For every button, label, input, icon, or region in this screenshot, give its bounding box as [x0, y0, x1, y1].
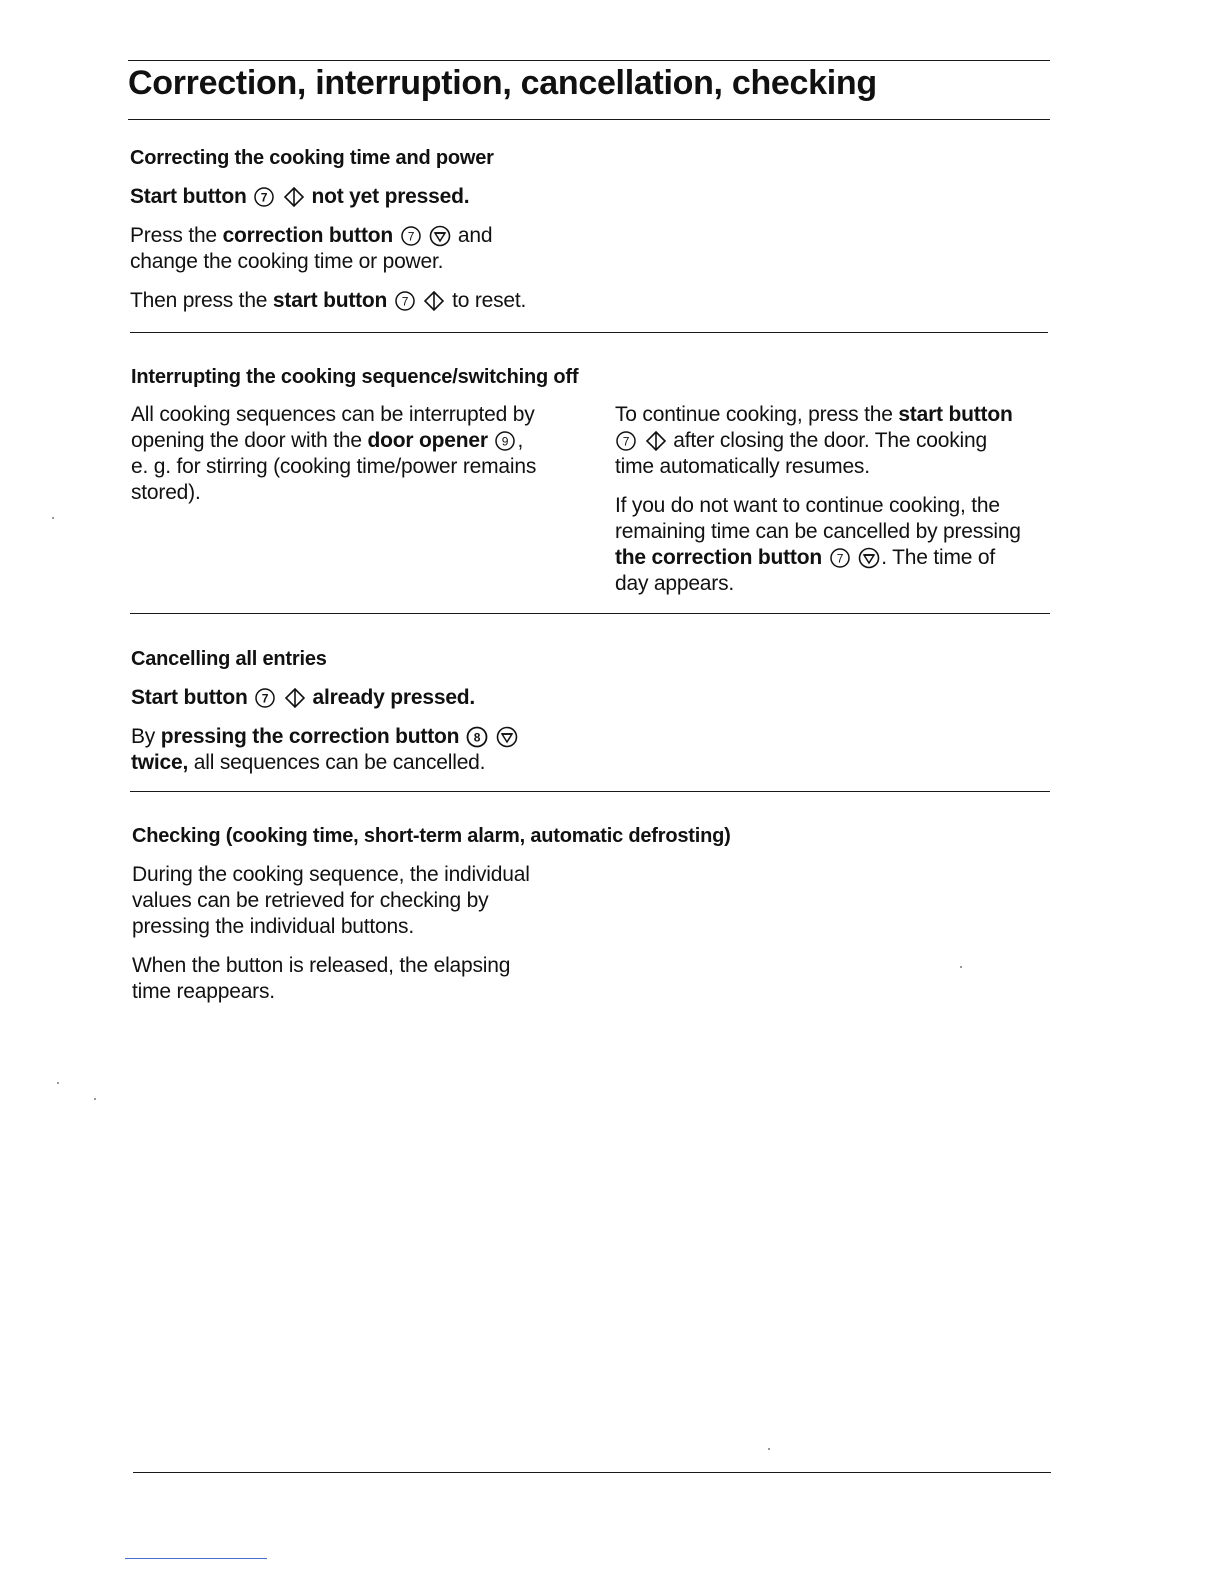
checking-heading: Checking (cooking time, short-term alarm, automatic defrosting)	[132, 825, 731, 847]
cancelling-heading: Cancelling all entries	[131, 648, 327, 670]
correction-triangle-icon	[429, 225, 451, 247]
number-8-icon	[466, 726, 488, 748]
text-span: to reset.	[452, 289, 527, 312]
cancelling-paragraph	[131, 724, 731, 776]
text-span: During the cooking sequence, the individual	[132, 863, 530, 886]
text-span: and	[457, 224, 493, 247]
text-span: ,	[517, 429, 524, 452]
correcting-condition-label: Start button	[130, 185, 247, 208]
interrupting-heading: Interrupting the cooking sequence/switching off	[131, 366, 579, 388]
text-span: time automatically resumes.	[615, 455, 870, 478]
scan-speck	[960, 966, 962, 968]
svg-text:7: 7	[401, 294, 409, 309]
svg-text:7: 7	[261, 691, 269, 706]
text-span: time reappears.	[132, 980, 275, 1003]
text-span: To continue cooking, press the	[615, 403, 893, 426]
correcting-heading: Correcting the cooking time and power	[130, 147, 494, 169]
text-span: after closing the door. The cooking	[673, 429, 987, 452]
number-9-icon	[494, 430, 516, 452]
interrupting-right-paragraph-2	[615, 493, 1055, 597]
scan-speck	[94, 1098, 96, 1100]
title-underline-rule	[128, 119, 1050, 120]
interrupting-heading-block	[131, 364, 1031, 390]
correcting-condition-tail: not yet pressed.	[311, 185, 470, 208]
start-diamond-icon	[423, 290, 445, 312]
number-7-icon	[253, 186, 275, 208]
start-diamond-icon	[645, 430, 667, 452]
checking-paragraph-1	[132, 862, 1032, 940]
number-7-icon	[400, 225, 422, 247]
text-span: pressing the individual buttons.	[132, 915, 414, 938]
section-divider	[130, 791, 1050, 792]
checking-paragraph-2	[132, 953, 1032, 1005]
number-7-icon	[394, 290, 416, 312]
correcting-condition	[130, 184, 730, 210]
interrupting-left-paragraph	[131, 402, 601, 506]
text-span: day appears.	[615, 572, 735, 595]
text-span: If you do not want to continue cooking, the	[615, 494, 1000, 517]
footer-link-underline	[125, 1558, 267, 1559]
interrupting-right-column	[615, 402, 1055, 597]
correction-triangle-icon	[496, 726, 518, 748]
page-title: Correction, interruption, cancellation, checking	[128, 64, 877, 102]
cancelling-condition	[131, 685, 731, 711]
scan-speck	[52, 517, 54, 519]
cancelling-condition-label: Start button	[131, 686, 248, 709]
svg-text:7: 7	[260, 190, 268, 205]
svg-text:9: 9	[502, 434, 509, 449]
svg-text:8: 8	[473, 730, 481, 745]
correction-button-label: pressing the correction button	[160, 725, 460, 748]
text-span: Press the	[130, 224, 217, 247]
bottom-rule	[133, 1472, 1051, 1473]
correction-button-label: the correction button	[615, 546, 822, 569]
start-diamond-icon	[283, 186, 305, 208]
section-divider	[130, 332, 1048, 333]
correcting-section	[130, 145, 730, 314]
door-opener-label: door opener	[367, 429, 488, 452]
text-span: When the button is released, the elapsing	[132, 954, 511, 977]
text-span: all sequences can be cancelled.	[193, 751, 486, 774]
text-span: change the cooking time or power.	[130, 250, 444, 273]
cancelling-section	[131, 646, 731, 776]
start-button-label: start button	[272, 289, 388, 312]
cancelling-condition-tail: already pressed.	[312, 686, 476, 709]
section-divider	[130, 613, 1050, 614]
interrupting-right-paragraph-1	[615, 402, 1055, 480]
correcting-paragraph-1	[130, 223, 730, 275]
text-span: . The time of	[881, 546, 995, 569]
scan-speck	[768, 1448, 770, 1450]
correction-button-label: correction button	[222, 224, 393, 247]
text-span: remaining time can be cancelled by pressing	[615, 520, 1021, 543]
svg-text:7: 7	[836, 551, 843, 566]
top-rule	[128, 60, 1050, 61]
text-span: By	[131, 725, 156, 748]
correction-triangle-icon	[858, 547, 880, 569]
start-diamond-icon	[284, 687, 306, 709]
scan-speck	[57, 1082, 59, 1084]
text-span: opening the door with the	[131, 429, 362, 452]
checking-section	[132, 823, 1032, 1005]
number-7-icon	[615, 430, 637, 452]
text-span: stored).	[131, 481, 201, 504]
text-span: values can be retrieved for checking by	[132, 889, 489, 912]
number-7-icon	[254, 687, 276, 709]
text-span: All cooking sequences can be interrupted by	[131, 403, 535, 426]
text-span: e. g. for stirring (cooking time/power remains	[131, 455, 537, 478]
svg-text:7: 7	[407, 229, 414, 244]
text-span: Then press the	[130, 289, 268, 312]
interrupting-left-column	[131, 402, 601, 506]
start-button-label: start button	[898, 403, 1013, 426]
number-7-icon	[829, 547, 851, 569]
svg-text:7: 7	[622, 434, 630, 449]
twice-label: twice,	[131, 751, 189, 774]
correcting-paragraph-2	[130, 288, 730, 314]
